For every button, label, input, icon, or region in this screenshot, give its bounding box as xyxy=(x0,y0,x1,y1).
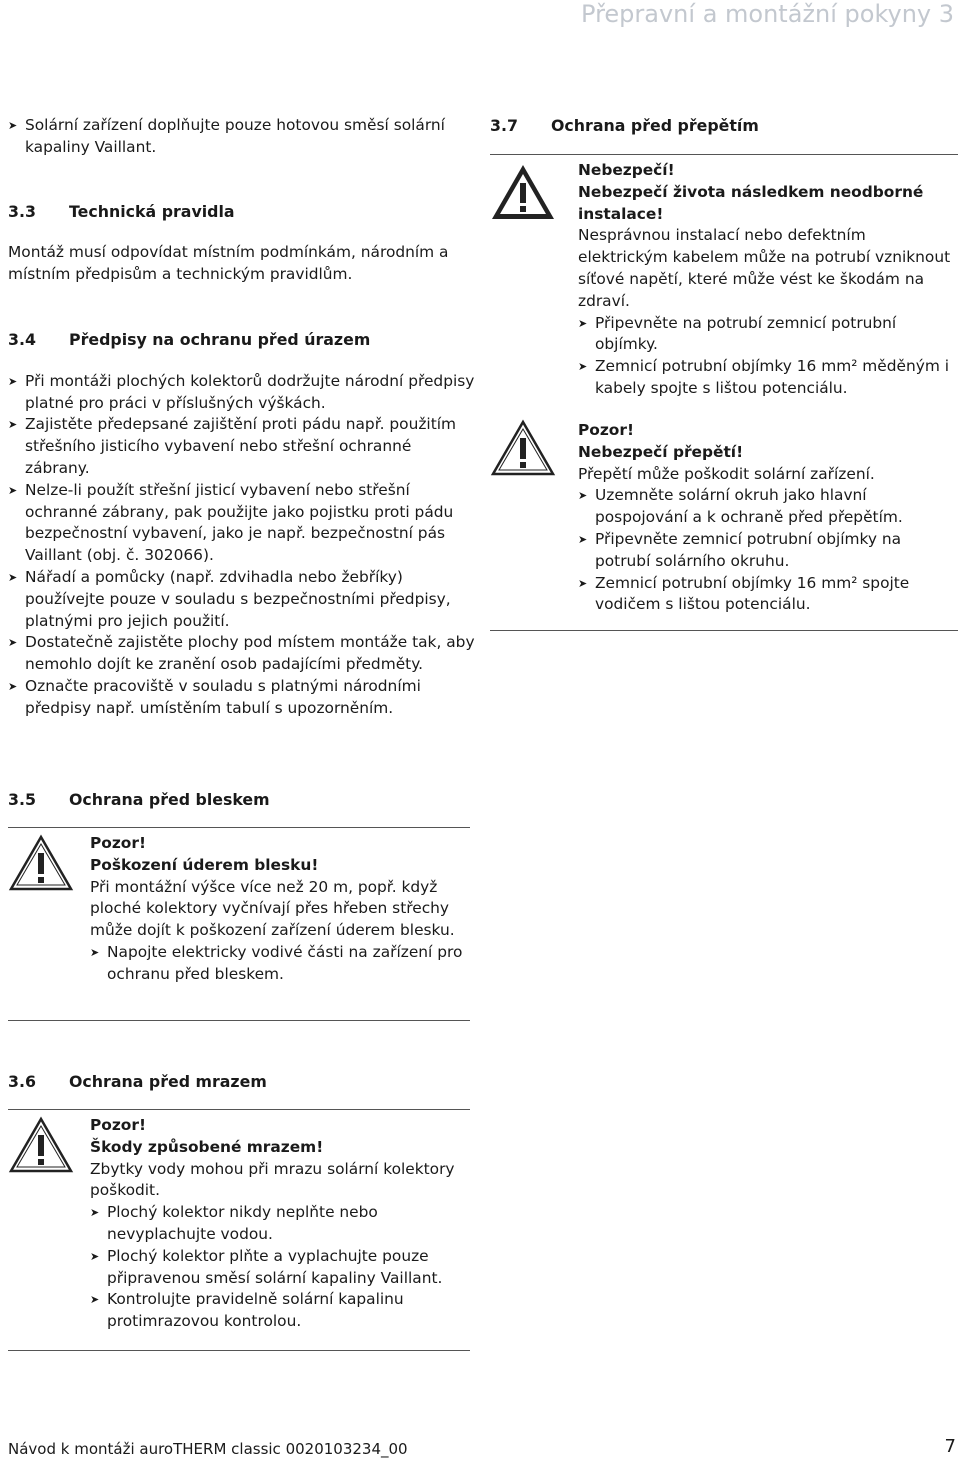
intro-list xyxy=(8,115,478,159)
list-item: ➤ Zemnicí potrubní objímky 16 mm² měděným i kabely spojte s lištou potenciálu. xyxy=(578,356,956,400)
danger-text: Nesprávnou instalací nebo defektním elektrickým kabelem může na potrubí vzniknout síťové napětí, které může vést ke škodám na zdraví. xyxy=(578,226,951,310)
list-item: ➤ Označte pracoviště v souladu s platnými národními předpisy např. umístěním tabulí s upozorněním. xyxy=(8,676,478,720)
list-item: ➤ Nelze-li použít střešní jisticí vybavení nebo střešní ochranné zábrany, pak použijte jako pojistku proti pádu bezpečnostní vybavení, jako je např. bezpečnostní pás Vaillant (obj. č. 302066). xyxy=(8,480,478,567)
warning-triangle-icon xyxy=(8,1116,74,1174)
list-item: ➤ Při montáži plochých kolektorů dodržujte národní předpisy platné pro práci v příslušných výškách. xyxy=(8,371,478,415)
warning-label: Pozor! xyxy=(90,834,146,852)
running-header: Přepravní a montážní pokyny 3 xyxy=(581,0,954,28)
page-number: 7 xyxy=(944,1436,956,1457)
warning-list xyxy=(90,942,470,986)
list-item: ➤ Uzemněte solární okruh jako hlavní pospojování a k ochraně před přepětím. xyxy=(578,485,956,529)
warning-triangle-icon xyxy=(490,419,556,477)
list-item: ➤ Nářadí a pomůcky (např. zdvihadla nebo žebříky) používejte pouze v souladu s bezpečnostními předpisy, platnými pro jejich použití. xyxy=(8,567,478,632)
list-item: ➤ Připevněte zemnicí potrubní objímky na potrubí solárního okruhu. xyxy=(578,529,956,573)
warning-text: Přepětí může poškodit solární zařízení. xyxy=(578,464,875,483)
list-item: ➤ Napojte elektricky vodivé části na zařízení pro ochranu před bleskem. xyxy=(90,942,470,986)
warning-label: Pozor! xyxy=(90,1116,146,1134)
frost-warning-box xyxy=(8,1109,470,1351)
warning-text: Zbytky vody mohou při mrazu solární kolektory poškodit. xyxy=(90,1159,455,1200)
section-3-6-heading: 3.6 Ochrana před mrazem xyxy=(8,1072,267,1091)
warning-label: Pozor! xyxy=(578,421,634,439)
section-3-5-heading: 3.5 Ochrana před bleskem xyxy=(8,790,270,809)
section-3-7-heading: 3.7 Ochrana před přepětím xyxy=(490,116,759,135)
danger-list xyxy=(578,313,956,400)
section-3-4-list xyxy=(8,371,478,720)
list-item: ➤ Zemnicí potrubní objímky 16 mm² spojte vodičem s lištou potenciálu. xyxy=(578,573,956,617)
list-item: ➤ Zajistěte předepsané zajištění proti pádu např. použitím střešního jisticího vybavení nebo střešní ochranné zábrany. xyxy=(8,414,478,479)
warning-title: Nebezpečí přepětí! xyxy=(578,442,744,461)
danger-label: Nebezpečí! xyxy=(578,161,675,179)
section-3-3-body: Montáž musí odpovídat místním podmínkám, národním a místním předpisům a technickým pravidlům. xyxy=(8,243,449,284)
warning-title: Poškození úderem blesku! xyxy=(90,855,319,874)
lightning-warning-box xyxy=(8,827,470,1021)
warning-list xyxy=(90,1202,470,1333)
list-item: ➤ Plochý kolektor nikdy neplňte nebo nevyplachujte vodou. xyxy=(90,1202,470,1246)
footer-document-title: Návod k montáži auroTHERM classic 0020103234_00 xyxy=(8,1440,408,1458)
overvoltage-box xyxy=(490,154,958,631)
danger-triangle-icon xyxy=(490,163,556,221)
warning-triangle-icon xyxy=(8,834,74,892)
list-item: ➤ Kontrolujte pravidelně solární kapalinu protimrazovou kontrolou. xyxy=(90,1289,470,1333)
list-item: ➤ Plochý kolektor plňte a vyplachujte pouze připravenou směsí solární kapaliny Vaillant. xyxy=(90,1246,470,1290)
list-item: ➤ Solární zařízení doplňujte pouze hotovou směsí solární kapaliny Vaillant. xyxy=(8,115,478,159)
list-item: ➤ Dostatečně zajistěte plochy pod místem montáže tak, aby nemohlo dojít ke zranění osob padajícími předměty. xyxy=(8,632,478,676)
warning-title: Škody způsobené mrazem! xyxy=(90,1137,324,1156)
warning-text: Při montážní výšce více než 20 m, popř. když ploché kolektory vyčnívají přes hřeben střechy může dojít k poškození zařízení úderem blesku. xyxy=(90,877,455,940)
danger-title: Nebezpečí života následkem neodborné instalace! xyxy=(578,182,924,223)
section-3-3-heading: 3.3 Technická pravidla xyxy=(8,201,235,221)
left-column xyxy=(8,115,478,720)
warning-list xyxy=(578,485,956,616)
list-item: ➤ Připevněte na potrubí zemnicí potrubní objímky. xyxy=(578,313,956,357)
section-3-4-heading: 3.4 Předpisy na ochranu před úrazem xyxy=(8,329,371,349)
